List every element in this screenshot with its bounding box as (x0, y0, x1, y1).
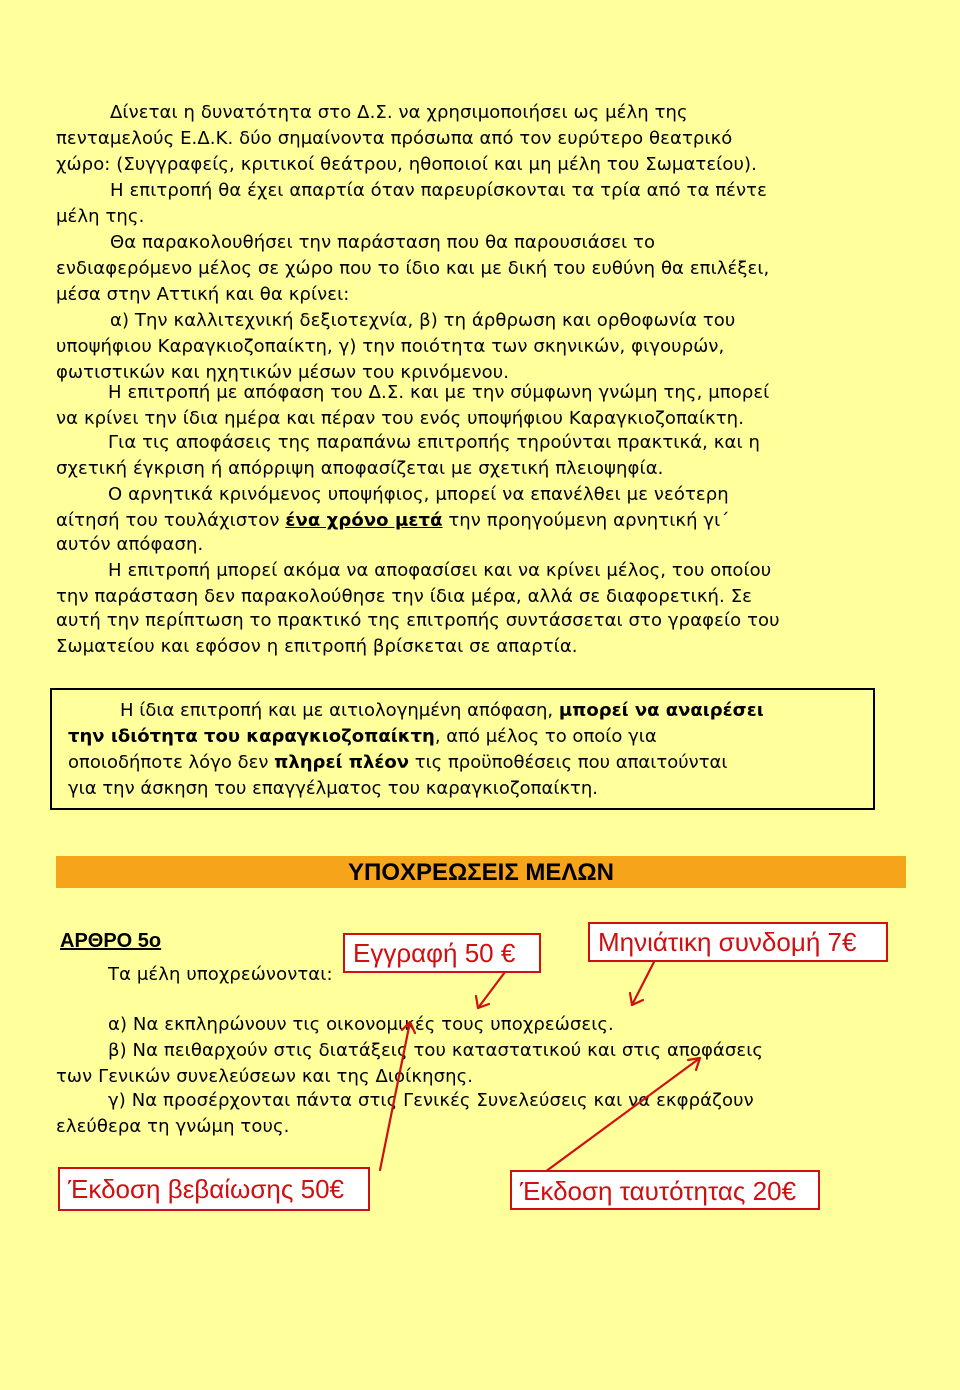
text-line: Θα παρακολουθήσει την παράσταση που θα παρουσιάσει το (110, 232, 656, 253)
text-line: Δίνεται η δυνατότητα στο Δ.Σ. να χρησιμοποιήσει ως μέλη της (110, 102, 688, 123)
text-span: την προηγούμενη αρνητική γι΄ (442, 510, 730, 531)
id-card-fee-box: Έκδοση ταυτότητας 20€ (510, 1170, 820, 1210)
bold-text: την ιδιότητα του καραγκιοζοπαίκτη (68, 726, 435, 747)
text-line: μέλη της. (56, 206, 145, 227)
monthly-fee-box: Μηνιάτικη συνδομή 7€ (588, 922, 888, 962)
text-line: Ο αρνητικά κρινόμενος υποψήφιος, μπορεί να επανέλθει με νεότερη (108, 484, 729, 505)
article-item: ελεύθερα τη γνώμη τους. (56, 1116, 290, 1137)
section-heading: ΥΠΟΧΡΕΩΣΕΙΣ ΜΕΛΩΝ (347, 859, 614, 886)
bold-text: μπορεί να αναιρέσει (558, 700, 764, 721)
emphasis-text: ένα χρόνο μετά (285, 510, 443, 531)
box-line (120, 698, 764, 724)
box-line (68, 750, 728, 776)
text-line: υποψήφιου Καραγκιοζοπαίκτη, γ) την ποιότητα των σκηνικών, φιγουρών, (56, 336, 725, 357)
box-line (68, 724, 657, 750)
text-span: αίτησή του τουλάχιστον (56, 510, 286, 531)
text-line: φωτιστικών και ηχητικών μέσων του κρινόμενου. (56, 362, 510, 383)
text-line: ενδιαφερόμενο μέλος σε χώρο που το ίδιο και με δική του ευθύνη θα επιλέξει, (56, 258, 770, 279)
text-line: πενταμελούς Ε.Δ.Κ. δύο σημαίνοντα πρόσωπα από τον ευρύτερο θεατρικό (56, 128, 733, 149)
registration-fee-box: Εγγραφή 50 € (343, 933, 541, 973)
text-line: αυτόν απόφαση. (56, 534, 204, 555)
article-item: των Γενικών συνελεύσεων και της Διοίκησης. (56, 1066, 474, 1087)
text-span: Η ίδια επιτροπή και με αιτιολογημένη απόφαση, (120, 700, 559, 721)
text-span: οποιοδήποτε λόγο δεν (68, 752, 275, 773)
article-intro: Τα μέλη υποχρεώνονται: (108, 964, 333, 985)
text-line: να κρίνει την ίδια ημέρα και πέραν του ενός υποψήφιου Καραγκιοζοπαίκτη. (56, 408, 745, 429)
bold-text: πληρεί πλέον (274, 752, 410, 773)
text-line: Για τις αποφάσεις της παραπάνω επιτροπής τηρούνται πρακτικά, και η (108, 432, 760, 453)
article-item: α) Να εκπληρώνουν τις οικονομικές τους υποχρεώσεις. (108, 1014, 614, 1035)
text-span: για την άσκηση του επαγγέλματος του καραγκιοζοπαίκτη. (68, 778, 599, 799)
text-line: Η επιτροπή μπορεί ακόμα να αποφασίσει και να κρίνει μέλος, του οποίου (108, 560, 772, 581)
notice-box (50, 688, 875, 810)
box-line (68, 776, 598, 802)
certificate-fee-box: Έκδοση βεβαίωσης 50€ (58, 1167, 370, 1211)
text-line: α) Την καλλιτεχνική δεξιοτεχνία, β) τη άρθρωση και ορθοφωνία του (110, 310, 736, 331)
text-line: μέσα στην Αττική και θα κρίνει: (56, 284, 350, 305)
text-line: σχετική έγκριση ή απόρριψη αποφασίζεται με σχετική πλειοψηφία. (56, 458, 664, 479)
text-span: , από μέλος το οποίο για (434, 726, 657, 747)
text-span: τις προϋποθέσεις που απαιτούνται (409, 752, 728, 773)
article-item: γ) Να προσέρχονται πάντα στις Γενικές Συνελεύσεις και να εκφράζουν (108, 1090, 754, 1111)
text-line: Σωματείου και εφόσον η επιτροπή βρίσκεται σε απαρτία. (56, 636, 578, 657)
section-heading-bar (56, 856, 906, 888)
text-line: την παράσταση δεν παρακολούθησε την ίδια μέρα, αλλά σε διαφορετική. Σε (56, 586, 752, 607)
article-item: β) Να πειθαρχούν στις διατάξεις του καταστατικού και στις αποφάσεις (108, 1040, 764, 1061)
article-title: ΑΡΘΡΟ 5ο (60, 930, 162, 952)
text-line: Η επιτροπή με απόφαση του Δ.Σ. και με την σύμφωνη γνώμη της, μπορεί (108, 382, 770, 403)
text-line: Η επιτροπή θα έχει απαρτία όταν παρευρίσκονται τα τρία από τα πέντε (110, 180, 767, 201)
text-line: χώρο: (Συγγραφείς, κριτικοί θεάτρου, ηθοποιοί και μη μέλη του Σωματείου). (56, 154, 757, 175)
text-line: αυτή την περίπτωση το πρακτικό της επιτροπής συντάσσεται στο γραφείο του (56, 610, 780, 631)
text-line (56, 508, 906, 534)
